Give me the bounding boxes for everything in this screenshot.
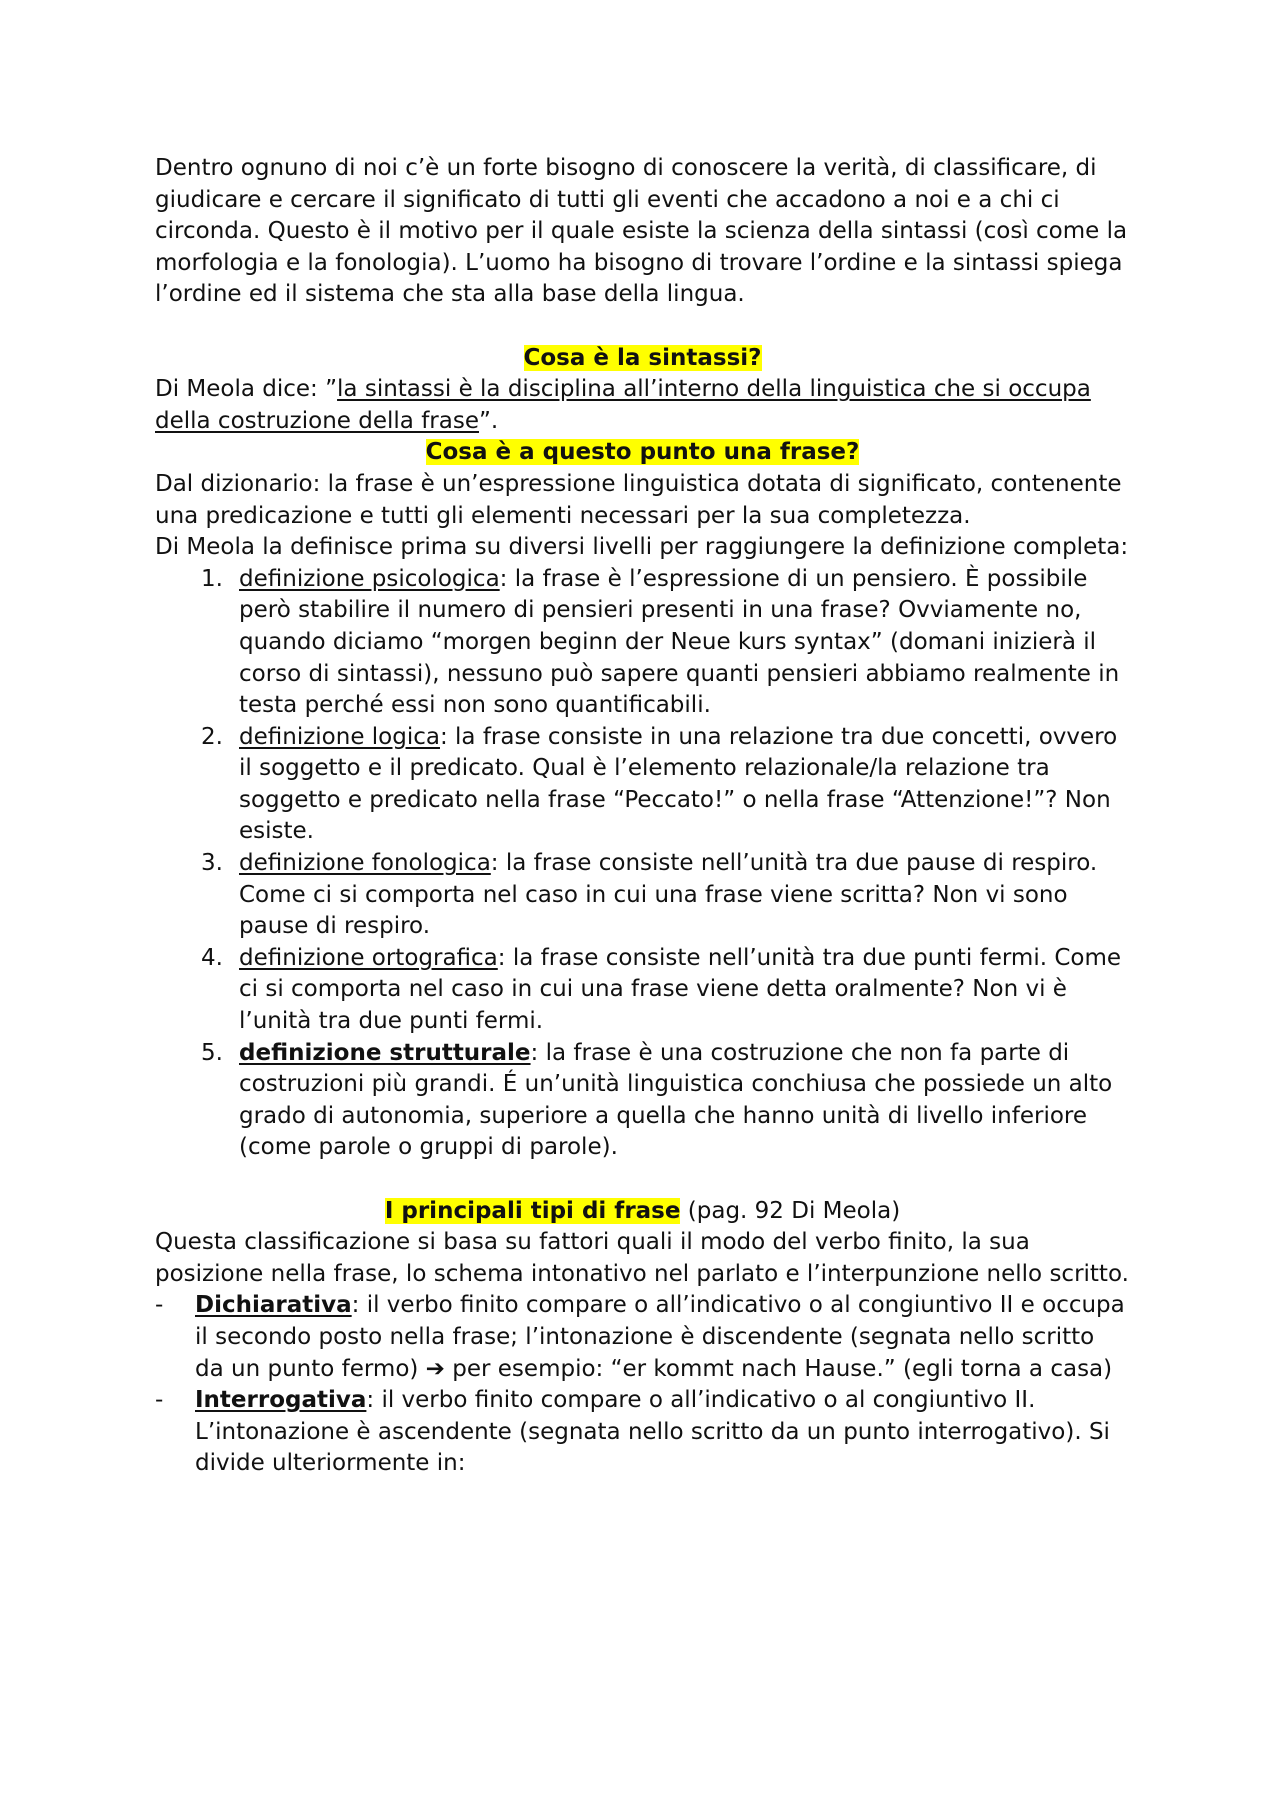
list-item-body: [239, 722, 1130, 848]
list-dash: -: [155, 1387, 164, 1414]
quote-prefix: Di Meola dice: ”: [155, 376, 338, 403]
sentence-types-list: [155, 1290, 1130, 1480]
list-number: 1.: [201, 565, 223, 592]
list-item: [201, 1038, 1130, 1164]
list-item: [201, 722, 1130, 848]
list-item-body: [195, 1290, 1130, 1385]
spacer: [155, 1164, 1130, 1196]
section-heading-frase: [155, 437, 1130, 469]
definition-text: : la frase è l’espressione di un pensiero. È possibile però stabilire il numero di pensieri presenti in una frase? Ovviamente no, quando diciamo “morgen beginn der Neue kurs syntax” (domani inizierà il corso di sintassi), nessuno può sapere quanti pensieri abbiamo realmente in testa perché essi non sono quantificabili.: [239, 565, 1120, 719]
list-number: 2.: [201, 723, 223, 750]
intro-paragraph: Dentro ognuno di noi c’è un forte bisogno di conoscere la verità, di classificare, di giudicare e cercare il significato di tutti gli eventi che accadono a noi e a chi ci circonda. Questo è il motivo per il quale esiste la scienza della sintassi (così come la morfologia e la fonologia). L’uomo ha bisogno di trovare l’ordine e la sintassi spiega l’ordine ed il sistema che sta alla base della lingua.: [155, 155, 1128, 308]
list-item: [155, 1290, 1130, 1385]
type-term: Dichiarativa: [195, 1292, 352, 1319]
list-number: 4.: [201, 944, 223, 971]
list-item: [201, 943, 1130, 1038]
heading-text: Cosa è la sintassi?: [523, 344, 762, 371]
list-item-body: [195, 1385, 1130, 1480]
definitions-intro: Di Meola la definisce prima su diversi livelli per raggiungere la definizione completa:: [155, 534, 1129, 561]
definition-term: definizione ortografica: [239, 944, 498, 971]
spacer: [155, 311, 1130, 343]
definition-text: : la frase consiste in una relazione tra due concetti, ovvero il soggetto e il predicato. Qual è l’elemento relazionale/la relazione tra soggetto e predicato nella frase “Peccato!” o nella frase “Attenzione!”? Non esiste.: [239, 723, 1118, 845]
definitions-list: [155, 564, 1130, 1164]
heading-text: I principali tipi di frase: [384, 1197, 681, 1224]
heading-note: (pag. 92 Di Meola): [680, 1197, 901, 1224]
section-heading-tipi: [155, 1196, 1130, 1228]
type-text: : il verbo finito compare o all’indicativo o al congiuntivo II e occupa il secondo posto nella frase; l’intonazione è discendente (segnata nello scritto da un punto fermo) ➔ per esempio: “er kommt nach Hause.” (egli torna a casa): [195, 1292, 1125, 1382]
list-item: [201, 564, 1130, 722]
definition-term: definizione strutturale: [239, 1039, 531, 1066]
list-number: 3.: [201, 850, 223, 877]
list-item-body: [239, 848, 1130, 943]
list-item: [201, 848, 1130, 943]
list-item: [155, 1385, 1130, 1480]
definition-text: : la frase consiste nell’unità tra due pause di respiro. Come ci si comporta nel caso in cui una frase viene scritta? Non vi sono pause di respiro.: [239, 850, 1098, 940]
list-item-body: [239, 564, 1130, 722]
definition-term: definizione logica: [239, 723, 440, 750]
list-item-body: [239, 943, 1130, 1038]
classification-intro: Questa classificazione si basa su fattori quali il modo del verbo finito, la sua posizione nella frase, lo schema intonativo nel parlato e l’interpunzione nello scritto.: [155, 1229, 1129, 1287]
type-term: Interrogativa: [195, 1387, 367, 1414]
definition-quote: [155, 374, 1130, 437]
quote-text: la sintassi è la disciplina all’interno della linguistica che si occupa della costruzione della frase: [155, 376, 1091, 434]
section-heading-sintassi: [155, 343, 1130, 375]
list-dash: -: [155, 1292, 164, 1319]
dictionary-definition: Dal dizionario: la frase è un’espressione linguistica dotata di significato, contenente una predicazione e tutti gli elementi necessari per la sua completezza.: [155, 470, 1122, 529]
definition-term: definizione fonologica: [239, 850, 491, 877]
definition-text: : la frase consiste nell’unità tra due punti fermi. Come ci si comporta nel caso in cui una frase viene detta oralmente? Non vi è l’unità tra due punti fermi.: [239, 944, 1122, 1035]
definition-text: : la frase è una costruzione che non fa parte di costruzioni più grandi. É un’unità linguistica conchiusa che possiede un alto grado di autonomia, superiore a quella che hanno unità di livello inferiore (come parole o gruppi di parole).: [239, 1039, 1113, 1161]
list-item-body: [239, 1038, 1130, 1164]
type-text: : il verbo finito compare o all’indicativo o al congiuntivo II. L’intonazione è ascendente (segnata nello scritto da un punto interrogativo). Si divide ulteriormente in:: [195, 1387, 1110, 1477]
definition-term: definizione psicologica: [239, 565, 500, 592]
quote-suffix: ”.: [478, 407, 499, 434]
list-number: 5.: [201, 1039, 223, 1066]
heading-text: Cosa è a questo punto una frase?: [425, 439, 860, 466]
